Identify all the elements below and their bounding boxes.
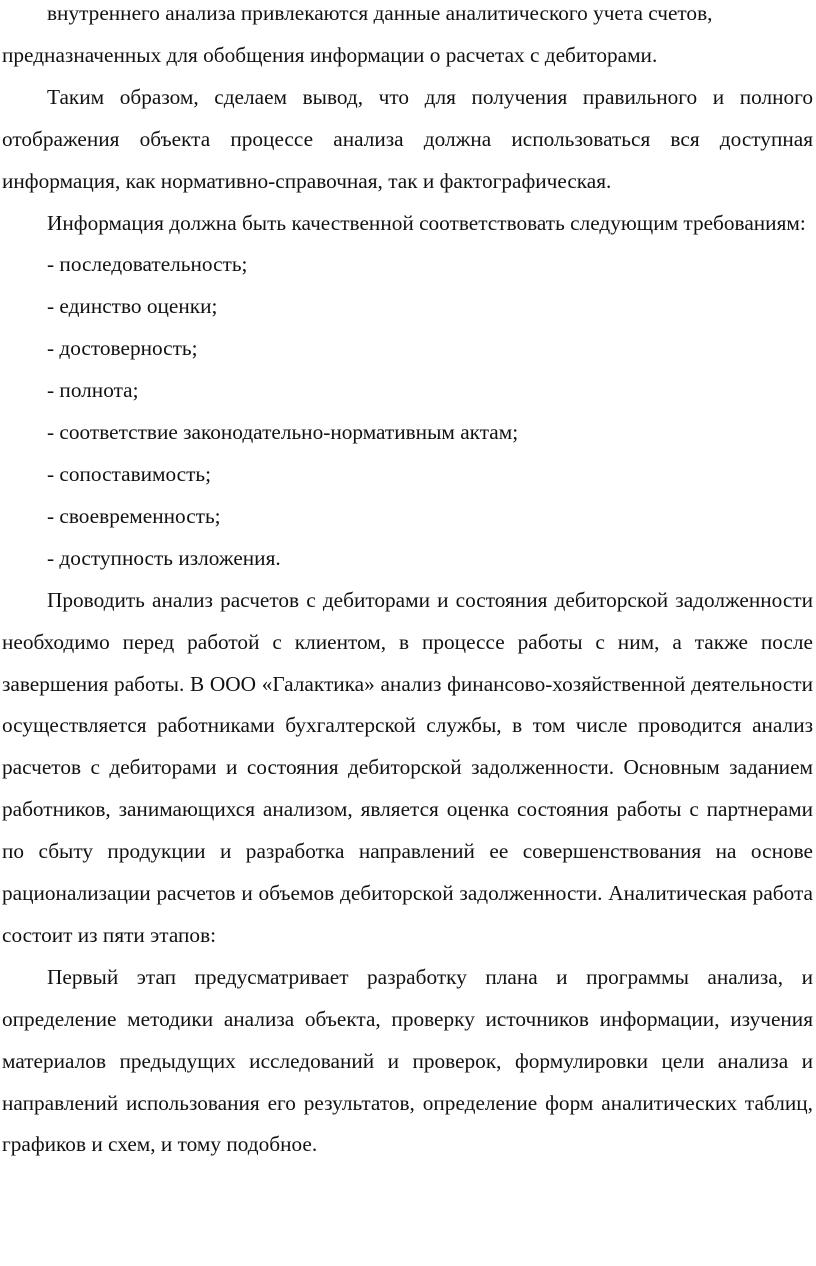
paragraph-analysis-process: Проводить анализ расчетов с дебиторами и состояния дебиторской задолженности необходимо перед работой с клиентом, в процессе работы с ним, а также после завершения работы. В ООО «Галактика» анализ финансово-хозяйственной деятельности осуществляется работниками бухгалтерской службы, в том числе проводится анализ расчетов с дебиторами и состояния дебиторской задолженности. Основным заданием работников, занимающихся анализом, является оценка состояния работы с партнерами по сбыту продукции и разработка направлений ее совершенствования на основе рационализации расчетов и объемов дебиторской задолженности. Аналитическая работа состоит из пяти этапов: xyxy=(2,587,813,947)
paragraph-conclusion: Таким образом, сделаем вывод, что для получения правильного и полного отображения объекта процессе анализа должна использоваться вся доступная информация, как нормативно-справочная, так и фактографическая. xyxy=(2,84,813,193)
paragraph-requirements-intro: Информация должна быть качественной соответствовать следующим требованиям: xyxy=(47,210,806,235)
list-item: - доступность изложения. xyxy=(47,545,281,570)
requirements-list xyxy=(2,244,813,579)
list-item: - соответствие законодательно-нормативным актам; xyxy=(47,420,519,445)
list-item: - последовательность; xyxy=(47,252,248,277)
list-item: - полнота; xyxy=(47,378,139,403)
list-item: - достоверность; xyxy=(47,336,198,361)
document-page xyxy=(2,0,813,1166)
list-item: - сопоставимость; xyxy=(47,461,212,486)
list-item: - единство оценки; xyxy=(47,294,218,319)
list-item: - своевременность; xyxy=(47,503,221,528)
paragraph-first-stage: Первый этап предусматривает разработку плана и программы анализа, и определение методики анализа объекта, проверку источников информации, изучения материалов предыдущих исследований и проверок, формулировки цели анализа и направлений использования его результатов, определение форм аналитических таблиц, графиков и схем, и тому подобное. xyxy=(2,964,813,1157)
paragraph-continuation: внутреннего анализа привлекаются данные аналитического учета счетов, предназначенных для обобщения информации о расчетах с дебиторами. xyxy=(2,1,713,67)
